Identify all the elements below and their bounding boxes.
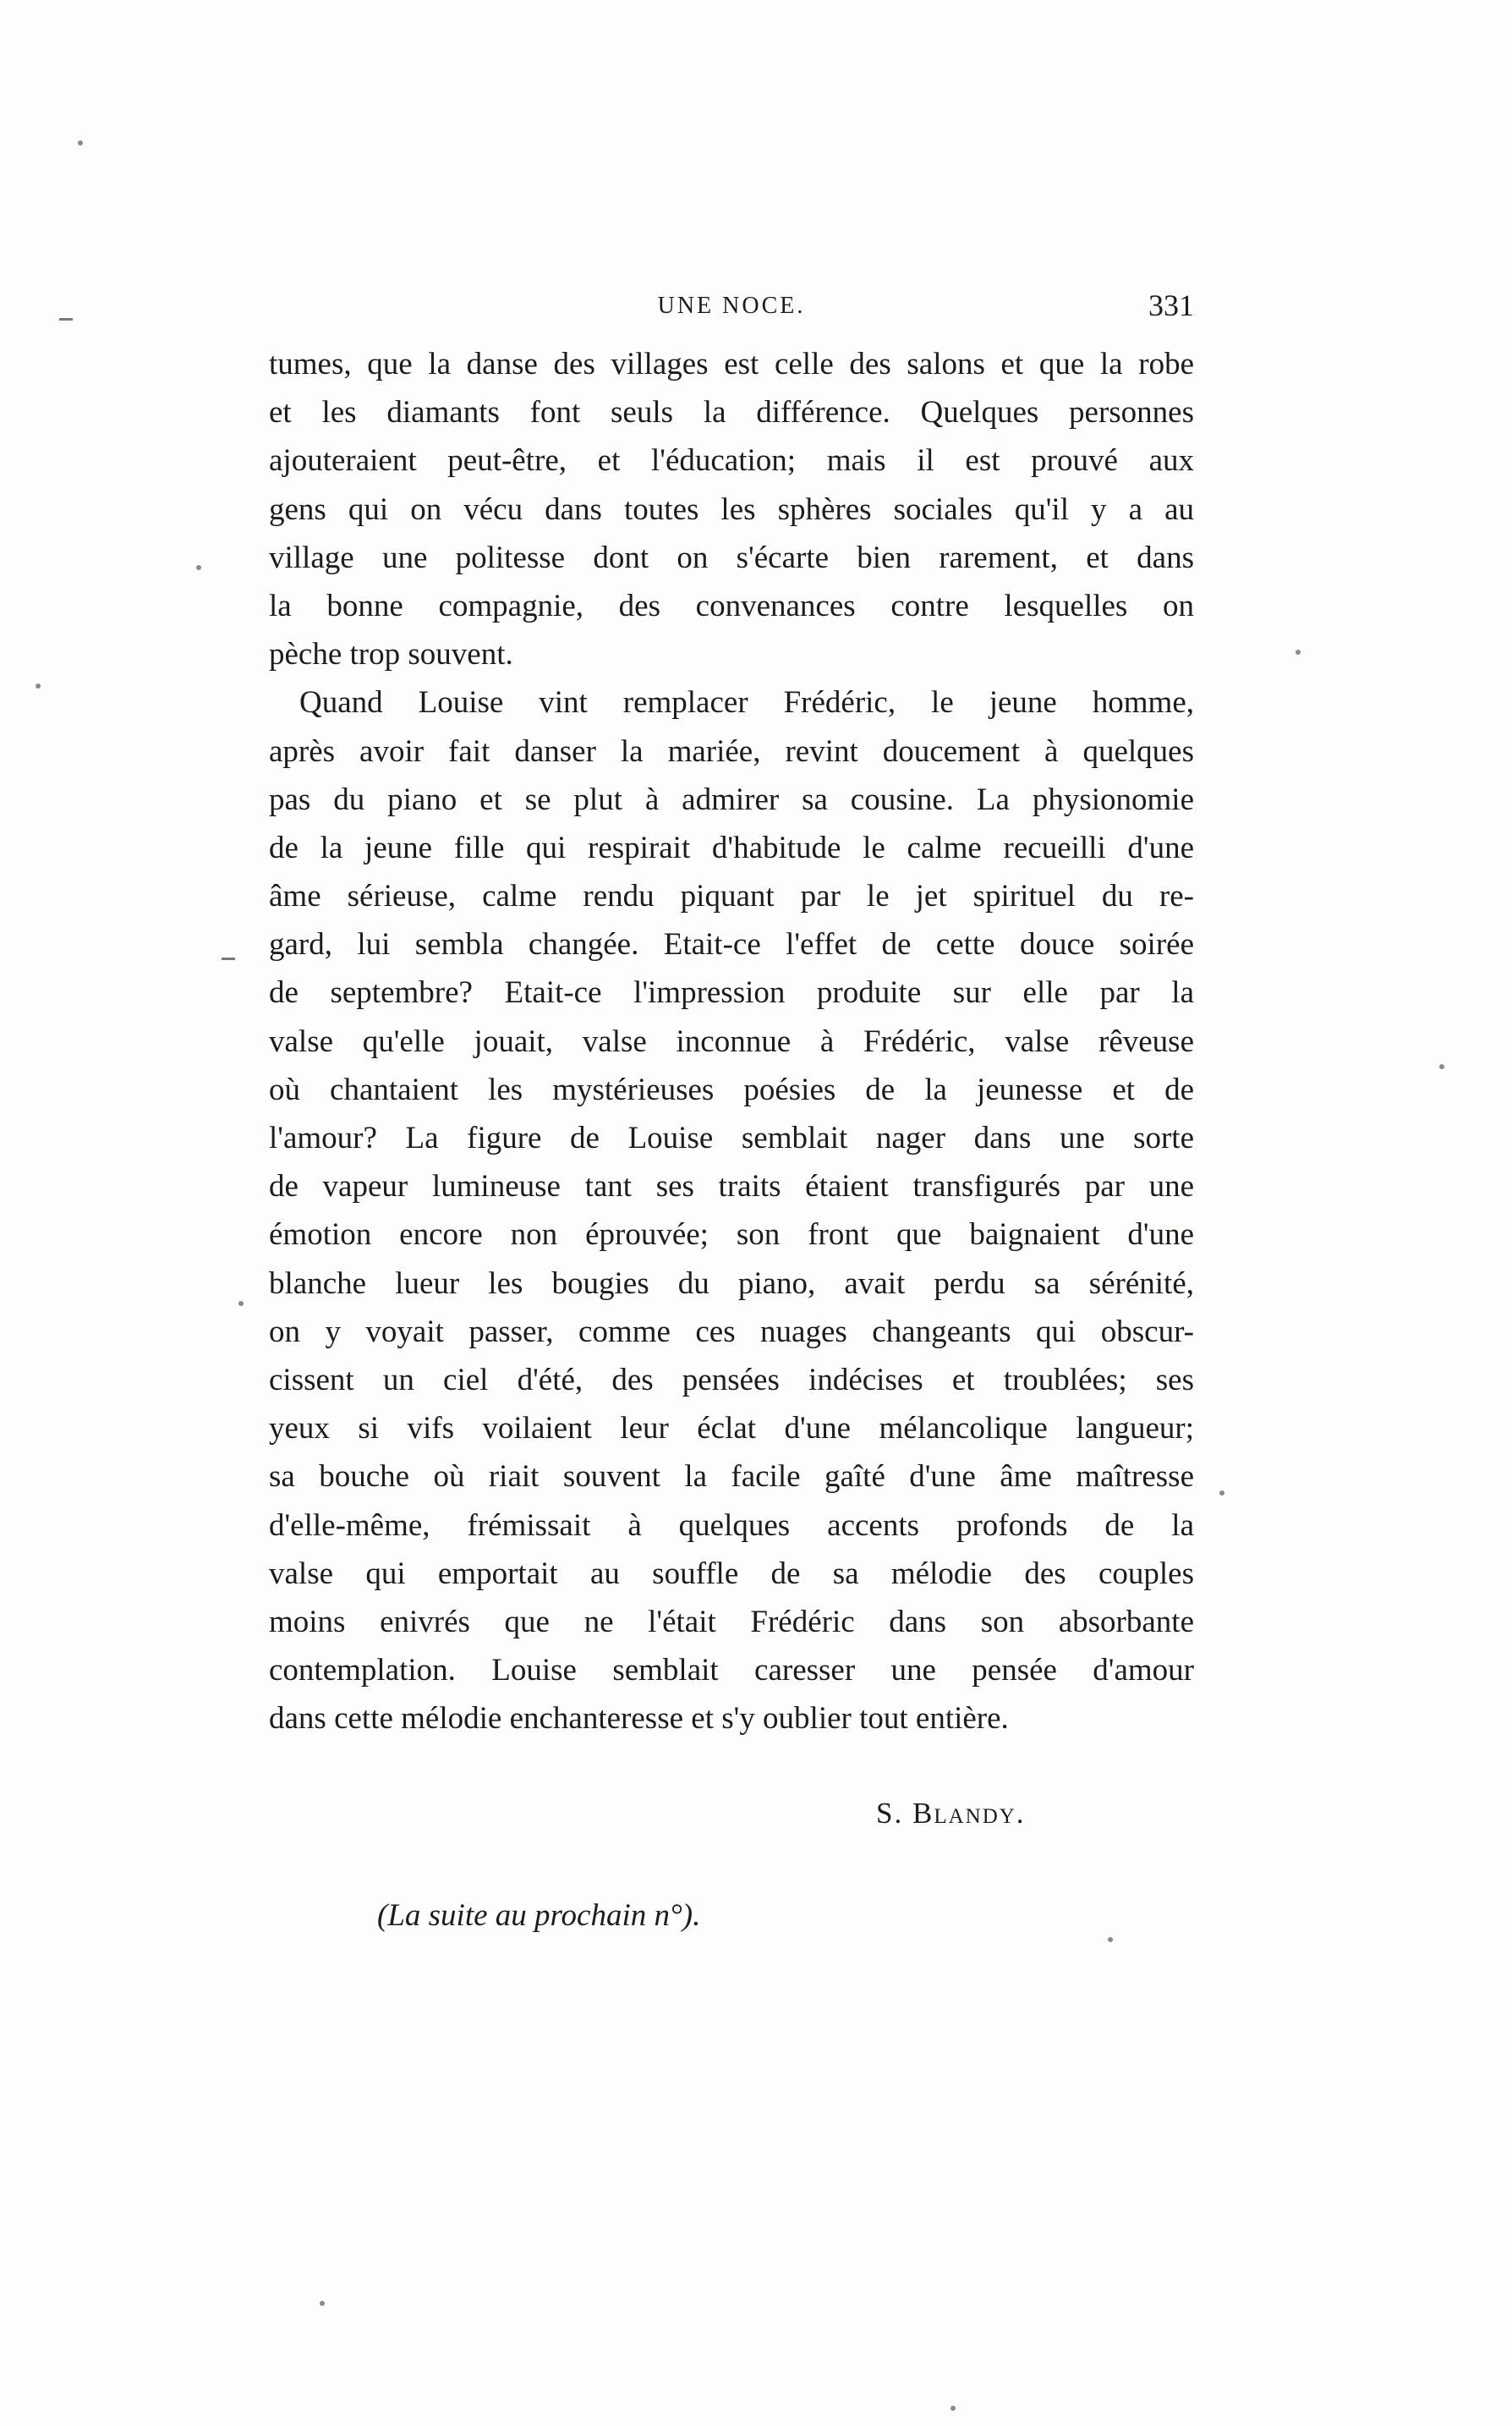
- scan-speck: [1439, 1064, 1444, 1069]
- scan-speck: [238, 1301, 244, 1306]
- scan-speck: [1296, 650, 1301, 655]
- text-line: âme sérieuse, calme rendu piquant par le jet spirituel du re-: [269, 879, 1194, 914]
- text-line: moins enivrés que ne l'était Frédéric dans son absorbante: [269, 1604, 1194, 1639]
- text-line: ajouteraient peut-être, et l'éducation; mais il est prouvé aux: [269, 443, 1194, 479]
- text-line: où chantaient les mystérieuses poésies de la jeunesse et de: [269, 1072, 1194, 1107]
- signature-surname: Blandy.: [912, 1797, 1026, 1830]
- scan-speck: [78, 140, 83, 145]
- text-line: yeux si vifs voilaient leur éclat d'une mélancolique langueur;: [269, 1411, 1194, 1446]
- signature-initial: S.: [876, 1797, 904, 1830]
- text-line: village une politesse dont on s'écarte bien rarement, et dans: [269, 540, 1194, 575]
- text-line: de septembre? Etait-ce l'impression produite sur elle par la: [269, 975, 1194, 1011]
- scan-speck: [222, 958, 235, 960]
- running-header: [269, 288, 1194, 330]
- running-title: UNE NOCE.: [657, 293, 806, 319]
- text-line: gard, lui sembla changée. Etait-ce l'effet de cette douce soirée: [269, 927, 1194, 963]
- text-line: émotion encore non éprouvée; son front que baignaient d'une: [269, 1217, 1194, 1253]
- paragraph-start-line: Quand Louise vint remplacer Frédéric, le jeune homme,: [299, 685, 1194, 721]
- text-line: cissent un ciel d'été, des pensées indécises et troublées; ses: [269, 1362, 1194, 1397]
- text-line: dans cette mélodie enchanteresse et s'y oublier tout entière.: [269, 1701, 1009, 1737]
- scan-speck: [1108, 1937, 1113, 1942]
- continuation-note: (La suite au prochain n°).: [377, 1898, 701, 1933]
- text-line: contemplation. Louise semblait caresser une pensée d'amour: [269, 1653, 1194, 1688]
- scan-speck: [59, 318, 73, 321]
- text-line: de vapeur lumineuse tant ses traits étaient transfigurés par une: [269, 1169, 1194, 1205]
- scan-speck: [196, 565, 201, 570]
- text-line: de la jeune fille qui respirait d'habitude le calme recueilli d'une: [269, 830, 1194, 865]
- text-line: gens qui on vécu dans toutes les sphères sociales qu'il y a au: [269, 491, 1194, 527]
- scan-speck: [36, 683, 41, 689]
- scan-speck: [950, 2406, 956, 2411]
- text-line: pas du piano et se plut à admirer sa cousine. La physionomie: [269, 782, 1194, 817]
- text-line: blanche lueur les bougies du piano, avait perdu sa sérénité,: [269, 1265, 1194, 1301]
- scan-speck: [320, 2301, 325, 2306]
- text-line: après avoir fait danser la mariée, revint doucement à quelques: [269, 733, 1194, 769]
- text-line: tumes, que la danse des villages est celle des salons et que la robe: [269, 347, 1194, 381]
- text-line: valse qui emportait au souffle de sa mélodie des couples: [269, 1556, 1194, 1591]
- author-signature: [876, 1797, 1026, 1830]
- page-number: 331: [1148, 288, 1194, 322]
- text-line: l'amour? La figure de Louise semblait nager dans une sorte: [269, 1121, 1194, 1155]
- text-line: pèche trop souvent.: [269, 637, 513, 672]
- scan-speck: [1219, 1490, 1224, 1496]
- text-line: d'elle-même, frémissait à quelques accents profonds de la: [269, 1507, 1194, 1543]
- text-line: valse qu'elle jouait, valse inconnue à Frédéric, valse rêveuse: [269, 1024, 1194, 1059]
- text-line: on y voyait passer, comme ces nuages changeants qui obscur-: [269, 1314, 1194, 1349]
- text-line: sa bouche où riait souvent la facile gaîté d'une âme maîtresse: [269, 1459, 1194, 1495]
- body-text: [269, 340, 1194, 1743]
- text-line: la bonne compagnie, des convenances contre lesquelles on: [269, 588, 1194, 623]
- text-line: et les diamants font seuls la différence. Quelques personnes: [269, 395, 1194, 431]
